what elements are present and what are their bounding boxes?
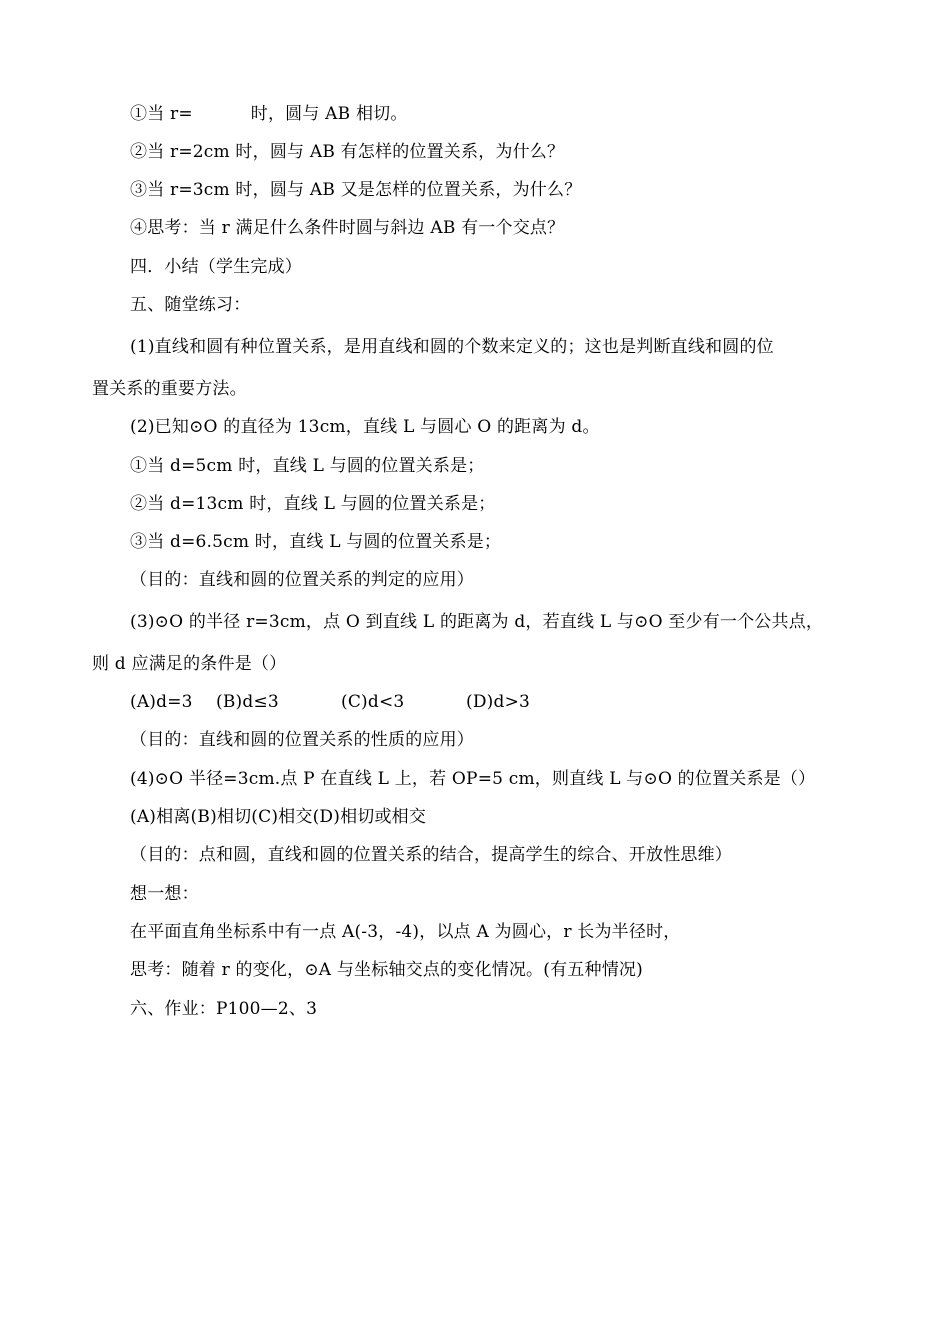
- question-line-4: ④思考：当 r 满足什么条件时圆与斜边 AB 有一个交点？: [130, 218, 565, 238]
- practice-2-item-1: ①当 d=5cm 时，直线 L 与圆的位置关系是；: [130, 456, 485, 476]
- option-b: (B)d≤3: [216, 692, 279, 712]
- option-c: (C)d<3: [341, 692, 405, 712]
- question-1-end: 时，圆与 AB 相切。: [250, 104, 408, 124]
- section-practice-heading: 五、随堂练习：: [130, 295, 251, 315]
- question-line-1: [130, 103, 408, 125]
- purpose-note-3: （目的：点和圆，直线和圆的位置关系的结合，提高学生的综合、开放性思维）: [130, 845, 732, 865]
- practice-1-line-1: (1)直线和圆有种位置关系，是用直线和圆的个数来定义的；这也是判断直线和圆的位: [130, 337, 774, 357]
- homework-heading: 六、作业：P100—2、3: [130, 999, 318, 1019]
- question-line-3: ③当 r=3cm 时，圆与 AB 又是怎样的位置关系，为什么？: [130, 180, 582, 200]
- think-heading: 想一想：: [130, 884, 199, 904]
- practice-3-options: [130, 691, 530, 713]
- practice-2-intro: (2)已知⊙O 的直径为 13cm，直线 L 与圆心 O 的距离为 d。: [130, 417, 600, 437]
- practice-2-item-3: ③当 d=6.5cm 时，直线 L 与圆的位置关系是；: [130, 532, 502, 552]
- think-question: 思考：随着 r 的变化，⊙A 与坐标轴交点的变化情况。(有五种情况): [130, 960, 643, 980]
- think-problem: 在平面直角坐标系中有一点 A(-3，-4)，以点 A 为圆心，r 长为半径时，: [130, 922, 681, 942]
- practice-4-options: (A)相离(B)相切(C)相交(D)相切或相交: [130, 807, 427, 827]
- option-a: (A)d=3: [130, 692, 193, 712]
- practice-2-item-2: ②当 d=13cm 时，直线 L 与圆的位置关系是；: [130, 494, 496, 514]
- section-summary-heading: 四．小结（学生完成）: [130, 257, 302, 277]
- purpose-note-1: （目的：直线和圆的位置关系的判定的应用）: [130, 570, 474, 590]
- question-line-2: ②当 r=2cm 时，圆与 AB 有怎样的位置关系，为什么？: [130, 142, 565, 162]
- purpose-note-2: （目的：直线和圆的位置关系的性质的应用）: [130, 730, 474, 750]
- question-1-start: ①当 r=: [130, 104, 193, 124]
- practice-1-line-2: 置关系的重要方法。: [92, 379, 247, 399]
- practice-3-line-1: (3)⊙O 的半径 r=3cm，点 O 到直线 L 的距离为 d，若直线 L 与⊙O 至少有一个公共点，: [130, 612, 824, 632]
- option-d: (D)d>3: [466, 692, 531, 712]
- practice-3-line-2: 则 d 应满足的条件是（）: [92, 654, 287, 674]
- practice-4-question: (4)⊙O 半径=3cm.点 P 在直线 L 上，若 OP=5 cm，则直线 L 与⊙O 的位置关系是（）: [130, 769, 816, 789]
